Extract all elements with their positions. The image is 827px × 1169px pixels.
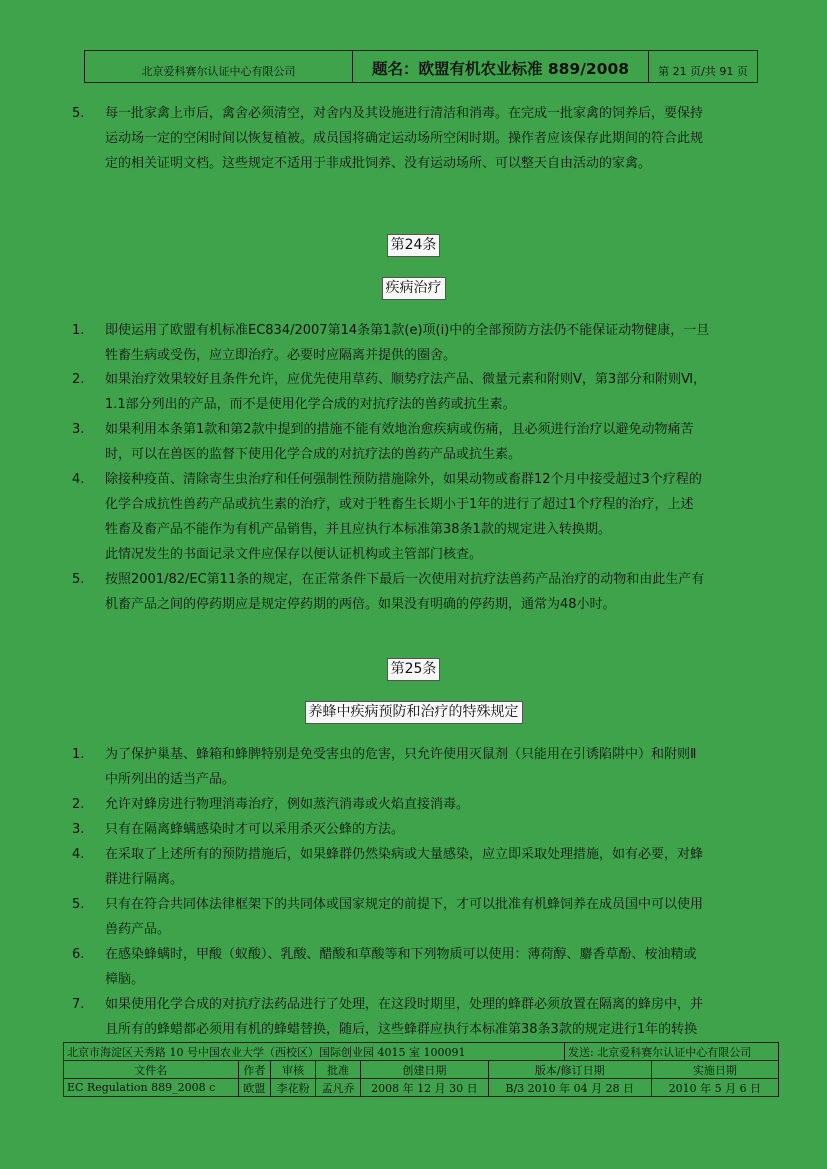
table-row <box>64 1061 779 1079</box>
item-line: 兽药产品。 <box>105 922 171 937</box>
table-cell: 孟凡乔 <box>316 1079 361 1097</box>
item-line: 如果利用本条第1款和第2款中提到的措施不能有效地治愈疾病或伤痛，且必须进行治疗以避免动物痛苦 <box>105 422 694 437</box>
list-item <box>72 567 772 617</box>
article-number-label: 第25条 <box>387 658 441 681</box>
item-line: 按照2001/82/EC第11条的规定，在正常条件下最后一次使用对抗疗法兽药产品治疗的动物和由此生产有 <box>105 572 705 587</box>
item-line: 即使运用了欧盟有机标准EC834/2007第14条第1款(e)项(i)中的全部预防方法仍不能保证动物健康，一旦 <box>105 323 710 338</box>
article-title-label: 养蜂中疾病预防和治疗的特殊规定 <box>305 701 523 724</box>
list-item <box>72 742 772 792</box>
list-item <box>72 842 772 892</box>
table-cell: 2010 年 5 月 6 日 <box>651 1079 778 1097</box>
column-header: 审核 <box>271 1061 316 1079</box>
item-line: 化学合成抗性兽药产品或抗生素的治疗，或对于牲畜生长期小于1年的进行了超过1个疗程的治疗，上述 <box>105 497 694 512</box>
article-24-number <box>0 234 827 257</box>
item-line: 且所有的蜂蜡都必须用有机的蜂蜡替换，随后，这些蜂群应执行本标准第38条3款的规定进行1年的转换 <box>105 1022 698 1037</box>
table-cell: 李花粉 <box>271 1079 316 1097</box>
article-title-label: 疾病治疗 <box>382 277 446 300</box>
table-cell: 2008 年 12 月 30 日 <box>361 1079 489 1097</box>
table-cell: EC Regulation 889_2008 c <box>64 1079 239 1097</box>
header-page-number: 第 21 页/共 91 页 <box>658 65 748 78</box>
column-header: 批准 <box>316 1061 361 1079</box>
item-number: 5. <box>72 106 85 121</box>
item-line: 如果治疗效果较好且条件允许，应优先使用草药、顺势疗法产品、微量元素和附则Ⅴ，第3部分和附则Ⅵ， <box>105 372 707 387</box>
item-number: 2. <box>72 372 85 387</box>
article-25-title <box>0 701 827 724</box>
list-item <box>72 367 772 417</box>
header-title: 题名：欧盟有机农业标准 889/2008 <box>353 51 649 82</box>
item-line: 牲畜生病或受伤，应立即治疗。必要时应隔离并提供的圈舍。 <box>105 348 457 363</box>
item-line: 允许对蜂房进行物理消毒治疗，例如蒸汽消毒或火焰直接消毒。 <box>105 797 470 812</box>
footer-address: 北京市海淀区天秀路 10 号中国农业大学（西校区）国际创业园 4015 室 100091 <box>64 1043 565 1061</box>
item-line: 群进行隔离。 <box>105 872 184 887</box>
item-line: 只有在符合共同体法律框架下的共同体或国家规定的前提下，才可以批准有机蜂饲养在成员国中可以使用 <box>105 897 704 912</box>
column-header: 版本/修订日期 <box>488 1061 651 1079</box>
item-line: 机畜产品之间的停药期应是规定停药期的两倍。如果没有明确的停药期，通常为48小时。 <box>105 597 616 612</box>
list-item <box>72 942 772 992</box>
item-number: 1. <box>72 323 85 338</box>
item-number: 4. <box>72 472 85 487</box>
table-cell: B/3 2010 年 04 月 28 日 <box>488 1079 651 1097</box>
item-line: 如果使用化学合成的对抗疗法药品进行了处理，在这段时期里，处理的蜂群必须放置在隔离的蜂房中，并 <box>105 997 704 1012</box>
item-line: 樟脑。 <box>105 972 145 987</box>
item-line: 此情况发生的书面记录文件应保存以便认证机构或主管部门核查。 <box>105 547 483 562</box>
item-line: 在采取了上述所有的预防措施后，如果蜂群仍然染病或大量感染，应立即采取处理措施，如有必要，对蜂 <box>105 847 704 862</box>
item-number: 3. <box>72 422 85 437</box>
list-item <box>72 318 772 368</box>
footer-table <box>63 1042 779 1097</box>
column-header: 文件名 <box>64 1061 239 1079</box>
item-line: 牲畜及畜产品不能作为有机产品销售，并且应执行本标准第38条1款的规定进入转换期。 <box>105 522 611 537</box>
item-line: 只有在隔离蜂螨感染时才可以采用杀灭公蜂的方法。 <box>105 822 405 837</box>
footer-issuer: 发送: 北京爱科赛尔认证中心有限公司 <box>565 1043 779 1061</box>
item-line: 中所列出的适当产品。 <box>105 772 236 787</box>
item-line: 定的相关证明文档。这些规定不适用于非成批饲养、没有运动场所、可以整天自由活动的家禽。 <box>105 156 652 171</box>
table-row <box>64 1079 779 1097</box>
list-item <box>72 892 772 942</box>
article-24-title <box>0 277 827 300</box>
article-25-number <box>0 658 827 681</box>
item-number: 1. <box>72 747 85 762</box>
item-number: 2. <box>72 797 85 812</box>
list-item <box>72 792 772 817</box>
article-number-label: 第24条 <box>387 234 441 257</box>
item-line: 运动场一定的空闲时间以恢复植被。成员国将确定运动场所空闲时期。操作者应该保存此期间的符合此规 <box>105 131 704 146</box>
item-number: 3. <box>72 822 85 837</box>
list-item <box>72 817 772 842</box>
item-number: 5. <box>72 897 85 912</box>
item-number: 6. <box>72 947 85 962</box>
item-line: 每一批家禽上市后，禽舍必须清空，对舍内及其设施进行清洁和消毒。在完成一批家禽的饲养后，要保持 <box>105 106 704 121</box>
item-number: 5. <box>72 572 85 587</box>
item-number: 7. <box>72 997 85 1012</box>
header-company: 北京爱科赛尔认证中心有限公司 <box>85 51 353 82</box>
list-item <box>72 417 772 467</box>
list-item <box>72 101 772 176</box>
item-line: 1.1部分列出的产品，而不是使用化学合成的对抗疗法的兽药或抗生素。 <box>105 397 516 412</box>
table-cell: 欧盟 <box>238 1079 271 1097</box>
page-header <box>84 50 758 83</box>
item-line: 为了保护巢基、蜂箱和蜂脾特别是免受害虫的危害，只允许使用灭鼠剂（只能用在引诱陷阱中）和附则Ⅱ <box>105 747 697 762</box>
column-header: 作者 <box>238 1061 271 1079</box>
column-header: 创建日期 <box>361 1061 489 1079</box>
item-line: 时，可以在兽医的监督下使用化学合成的对抗疗法的兽药产品或抗生素。 <box>105 447 522 462</box>
item-number: 4. <box>72 847 85 862</box>
item-line: 除接种疫苗、清除寄生虫治疗和任何强制性预防措施除外，如果动物或畜群12个月中接受超过3个疗程的 <box>105 472 702 487</box>
table-row <box>64 1043 779 1061</box>
list-item <box>72 992 772 1042</box>
column-header: 实施日期 <box>651 1061 778 1079</box>
list-item <box>72 467 772 567</box>
item-line: 在感染蜂螨时，甲酸（蚁酸）、乳酸、醋酸和草酸等和下列物质可以使用：薄荷醇、麝香草酚、桉油精或 <box>105 947 697 962</box>
